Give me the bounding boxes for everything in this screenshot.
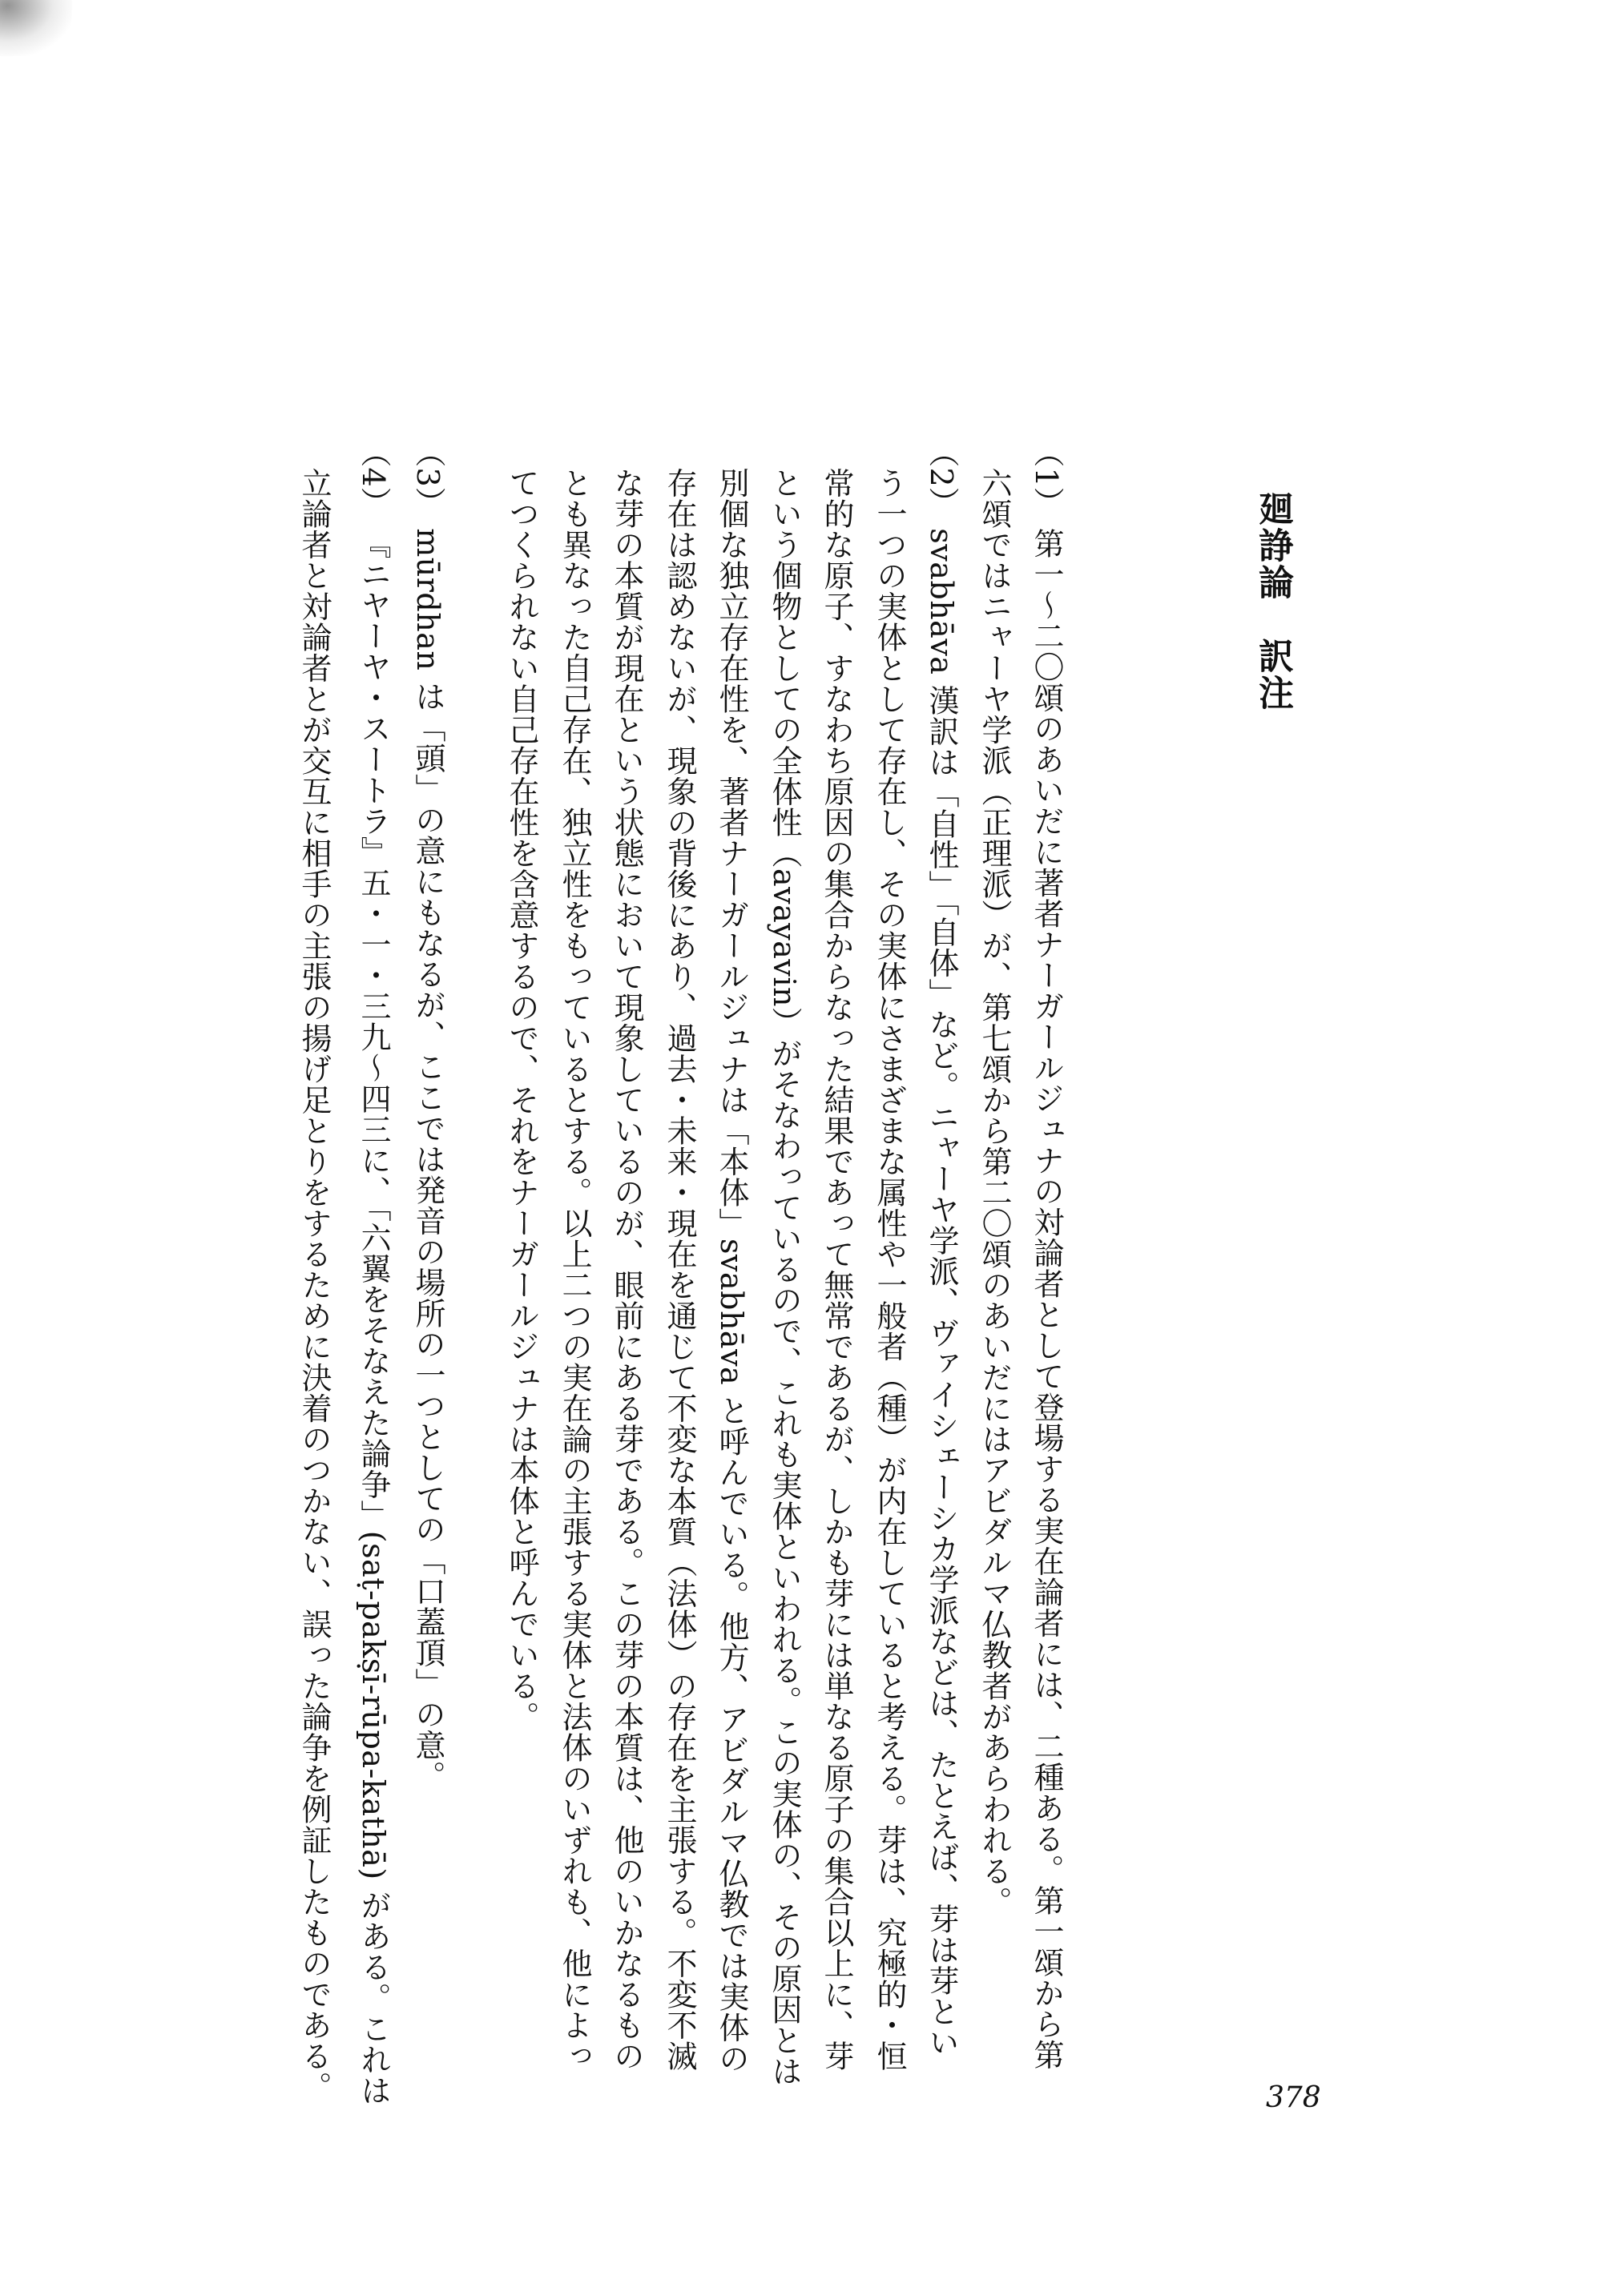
note-line: 存在は認めないが、現象の背後にあり、過去・未来・現在を通じて不変な本質（法体）の存在を主張する。不変不滅	[662, 437, 697, 2072]
note-line: （3） mūrdhan は「頭」の意にもなるが、ここでは発音の場所の一つとしての「口蓋頂」の意。	[410, 437, 445, 1791]
note-line: う一つの実体として存在し、その実体にさまざまな属性や一般者（種）が内在していると考える。芽は、究極的・恒	[872, 437, 907, 2072]
scan-artifact	[0, 0, 72, 56]
running-header: 廻諍論 訳注	[1252, 490, 1293, 711]
note-line: な芽の本質が現在という状態において現象しているのが、眼前にある芽である。この芽の本質は、他のいかなるもの	[609, 437, 644, 2072]
note-line: 六頌ではニャーヤ学派（正理派）が、第七頌から第二〇頌のあいだにはアビダルマ仏教者があらわれる。	[977, 437, 1012, 1917]
note-line: 常的な原子、すなわち原因の集合からなった結果であって無常であるが、しかも芽には単なる原子の集合以上に、芽	[819, 437, 854, 2072]
page-number: 378	[1266, 2081, 1321, 2114]
note-line: という個物としての全体性（avayavin）がそなわっているので、これも実体といわれる。この実体の、その原因とは	[767, 437, 802, 2087]
note-line: てつくられない自己存在性を含意するので、それをナーガールジュナは本体と呼んでいる。	[504, 437, 539, 1732]
note-line: 別個な独立存在性を、著者ナーガールジュナは「本体」svabhāva と呼んでいる。他方、アビダルマ仏教では実体の	[714, 437, 749, 2074]
note-line: とも異なった自己存在、独立性をもっているとする。以上二つの実在論の主張する実体と法体のいずれも、他によっ	[557, 437, 592, 2072]
note-line: （1） 第一〜二〇頌のあいだに著者ナーガールジュナの対論者として登場する実在論者には、二種ある。第一頌から第	[1029, 437, 1064, 2071]
note-line: （2） svabhāva 漢訳は「自性」「自体」など。ニャーヤ学派、ヴァイシェーシカ学派などは、たとえば、芽は芽とい	[924, 437, 959, 2058]
note-line: （4） 『ニヤーヤ・スートラ』五・一・三九〜四三に、「六翼をそなえた論争」(saṭ-pakṣī-rūpa-kathā) がある。これは	[356, 437, 391, 2106]
note-line: 立論者と対論者とが交互に相手の主張の揚げ足とりをするために決着のつかない、誤った論争を例証したものである。	[296, 437, 332, 2102]
